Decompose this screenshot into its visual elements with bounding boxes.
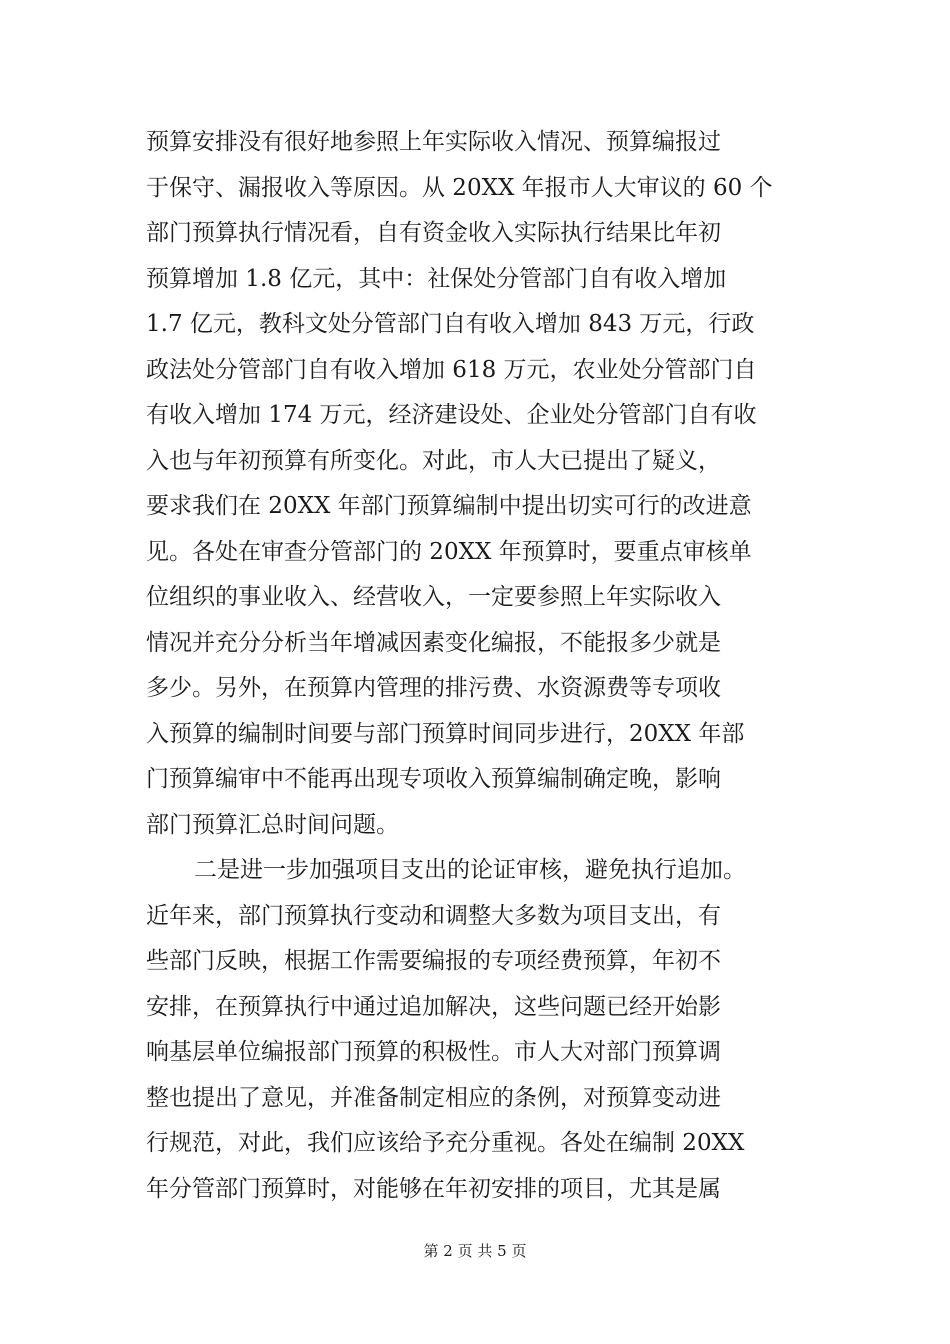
paragraph-start-line: 二是进一步加强项目支出的论证审核，避免执行追加。 — [194, 857, 746, 883]
text-line: 位组织的事业收入、经营收入，一定要参照上年实际收入 — [146, 584, 721, 610]
text-line: 见。各处在审查分管部门的 20XX 年预算时，要重点审核单 — [146, 538, 752, 565]
text-line: 安排，在预算执行中通过追加解决，这些问题已经开始影 — [146, 993, 721, 1020]
text-line: 情况并充分分析当年增减因素变化编报，不能报多少就是 — [146, 629, 721, 656]
text-line: 1.7 亿元，教科文处分管部门自有收入增加 843 万元，行政 — [146, 311, 755, 337]
text-line: 近年来，部门预算执行变动和调整大多数为项目支出，有 — [146, 902, 721, 929]
text-line: 政法处分管部门自有收入增加 618 万元，农业处分管部门自 — [146, 356, 757, 383]
text-line: 年分管部门预算时，对能够在年初安排的项目，尤其是属 — [146, 1175, 721, 1202]
text-line: 整也提出了意见，并准备制定相应的条例，对预算变动进 — [146, 1084, 721, 1111]
page-footer: 第 2 页 共 5 页 — [423, 1242, 527, 1260]
text-line: 入也与年初预算有所变化。对此，市人大已提出了疑义， — [146, 447, 721, 474]
text-line: 些部门反映，根据工作需要编报的专项经费预算，年初不 — [146, 948, 721, 974]
text-line: 预算增加 1.8 亿元，其中：社保处分管部门自有收入增加 — [146, 265, 727, 292]
text-line: 有收入增加 174 万元，经济建设处、企业处分管部门自有收 — [146, 402, 757, 428]
text-line: 于保守、漏报收入等原因。从 20XX 年报市人大审议的 60 个 — [146, 174, 773, 201]
text-line: 部门预算执行情况看，自有资金收入实际执行结果比年初 — [146, 220, 721, 246]
text-line: 入预算的编制时间要与部门预算时间同步进行，20XX 年部 — [146, 720, 745, 747]
text-line: 行规范，对此，我们应该给予充分重视。各处在编制 20XX — [146, 1130, 745, 1156]
text-line: 响基层单位编报部门预算的积极性。市人大对部门预算调 — [146, 1039, 721, 1065]
text-line: 要求我们在 20XX 年部门预算编制中提出切实可行的改进意 — [146, 493, 752, 519]
text-line: 预算安排没有很好地参照上年实际收入情况、预算编报过 — [146, 129, 721, 155]
body-text — [146, 120, 818, 1212]
text-line: 部门预算汇总时间问题。 — [146, 811, 399, 838]
text-line: 多少。另外，在预算内管理的排污费、水资源费等专项收 — [146, 675, 721, 701]
text-line: 门预算编审中不能再出现专项收入预算编制确定晚，影响 — [146, 766, 721, 792]
